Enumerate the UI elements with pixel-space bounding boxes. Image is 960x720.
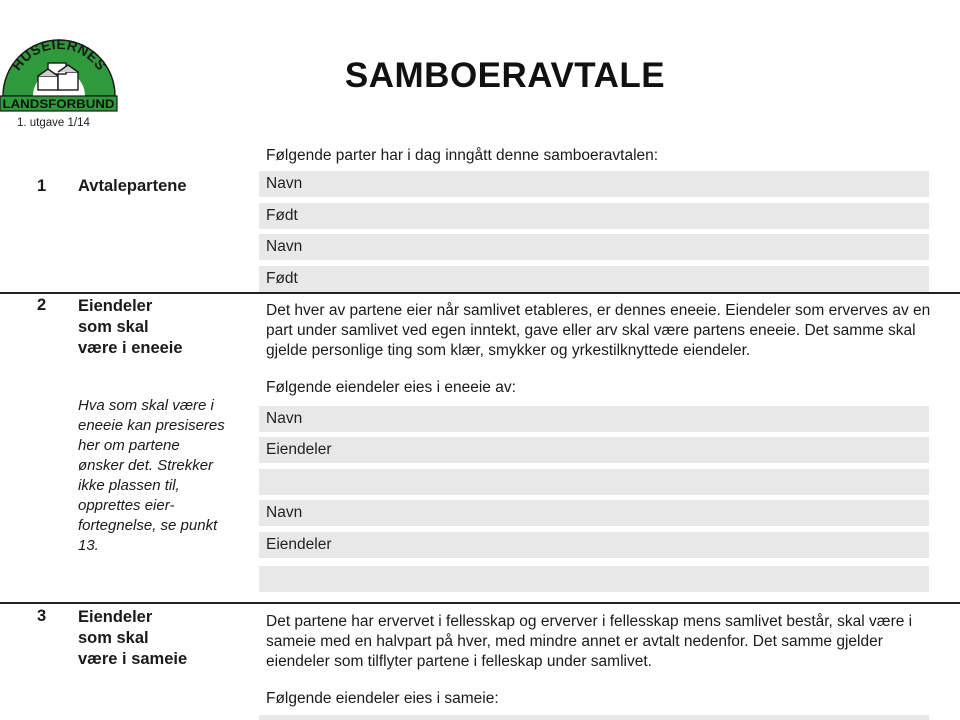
section-3-field-partial[interactable] xyxy=(259,715,929,720)
section-2-number: 2 xyxy=(37,296,47,314)
page-title: SAMBOERAVTALE xyxy=(344,56,666,95)
section-3-number: 3 xyxy=(37,607,47,625)
section-2-subheading: Følgende eiendeler eies i eneeie av: xyxy=(266,379,516,396)
section-1-born-field-1[interactable]: Født xyxy=(259,203,929,229)
section-2-title xyxy=(78,296,183,359)
intro-text: Følgende parter har i dag inngått denne samboeravtalen: xyxy=(266,147,659,164)
section-3-title-line: være i sameie xyxy=(78,650,188,668)
section-3-title-line: Eiendeler xyxy=(78,608,153,626)
section-2-paragraph: Det hver av partene eier når samlivet etableres, er dennes eneeie. Eiendeler som erverves av en part under samlivet ved egen inntekt, gave eller arv skal være partens eneeie. Det samme skal gjelde personlige ting som klær, smykker og yrkestilknyttede eiendeler. xyxy=(266,302,931,359)
section-1-title xyxy=(78,176,187,197)
section-2-assets-field-2[interactable]: Eiendeler xyxy=(259,532,929,558)
section-2-name-field-2[interactable]: Navn xyxy=(259,500,929,526)
section-2-name-field-1[interactable]: Navn xyxy=(259,406,929,432)
section-divider xyxy=(0,292,960,294)
logo-bottom-text: LANDSFORBUND xyxy=(2,99,115,111)
section-3-title-line: som skal xyxy=(78,629,149,647)
section-2-title-line: som skal xyxy=(78,318,149,336)
section-2-blank-field-1[interactable] xyxy=(259,469,929,495)
section-3-paragraph: Det partene har ervervet i fellesskap og erverver i fellesskap mens samlivet består, skal være i sameie med en halvpart på hver, med mindre annet er avtalt nedenfor. Det samme gjelder eiendeler som tilflyter partene i felleskap under samlivet. xyxy=(266,613,913,670)
section-2-blank-field-2[interactable] xyxy=(259,566,929,592)
section-3-title xyxy=(78,607,187,670)
section-2-title-line: være i eneeie xyxy=(78,339,183,357)
logo-top-text: HUSEIERNES xyxy=(8,36,110,74)
section-1-name-field-1[interactable]: Navn xyxy=(259,171,929,197)
section-2-title-line: Eiendeler xyxy=(78,297,153,315)
section-1-born-field-2[interactable]: Født xyxy=(259,266,929,292)
section-1-name-field-2[interactable]: Navn xyxy=(259,234,929,260)
edition-label: 1. utgave 1/14 xyxy=(17,117,90,129)
section-1-title-line: Avtalepartene xyxy=(78,177,187,195)
section-1-number: 1 xyxy=(37,177,47,195)
section-2-side-note: Hva som skal være i eneeie kan presiseres her om partene ønsker det. Strekker ikke plassen til, opprettes eier-fortegnelse, se punkt 13. xyxy=(78,397,225,554)
section-2-assets-field-1[interactable]: Eiendeler xyxy=(259,437,929,463)
section-divider xyxy=(0,602,960,604)
section-3-subheading: Følgende eiendeler eies i sameie: xyxy=(266,690,499,707)
